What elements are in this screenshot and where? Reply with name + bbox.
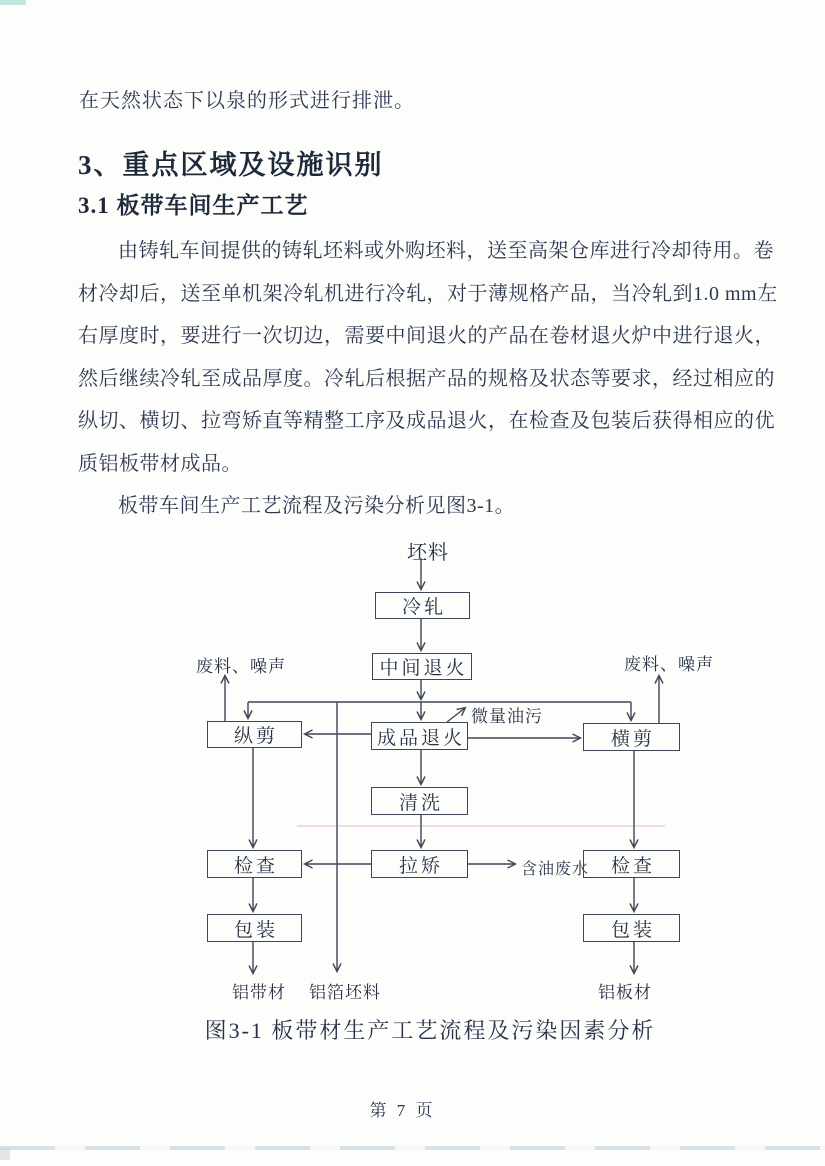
section-heading: 3、重点区域及设施识别 [78,150,384,180]
waste-noise-label-right: 废料、噪声 [624,655,714,674]
page-number: 第 7 页 [369,1101,436,1120]
figure-caption: 图3-1 板带材生产工艺流程及污染因素分析 [204,1018,656,1043]
waste-noise-label-left: 废料、噪声 [196,657,286,676]
aluminum-plate-label: 铝板材 [598,983,652,1002]
node-intermediate-annealing: 中间退火 [372,653,472,680]
scan-artifact-bottom-left [0,1148,10,1160]
scan-artifact-bottom-band [0,1146,825,1150]
intro-line: 在天然状态下以泉的形式进行排泄。 [79,90,415,112]
paragraph-line: 质铝板带材成品。 [78,452,242,475]
flow-input-label: 坯料 [407,542,449,564]
oily-wastewater-label: 含油废水 [521,861,590,878]
subsection-heading: 3.1 板带车间生产工艺 [78,193,309,218]
node-inspection-left: 检查 [207,850,302,878]
trace-oil-label: 微量油污 [471,707,543,726]
node-tension-leveling: 拉矫 [371,850,468,878]
body-paragraph [78,230,778,528]
process-flowchart [0,530,825,1010]
node-packing-right: 包装 [583,914,680,942]
foil-stock-label: 铝箔坯料 [309,983,381,1002]
figure-intro-line: 板带车间生产工艺流程及污染分析见图3-1。 [118,495,516,517]
node-packing-left: 包装 [207,914,302,942]
node-cross-shearing: 横剪 [583,723,680,751]
paragraph-line: 由铸轧车间提供的铸轧坯料或外购坯料，送至高架仓库进行冷却待用。卷 [118,240,774,262]
paragraph-line: 材冷却后，送至单机架冷轧机进行冷轧，对于薄规格产品，当冷轧到1.0 mm左 [78,282,778,305]
paragraph-line: 纵切、横切、拉弯矫直等精整工序及成品退火，在检查及包装后获得相应的优 [78,410,775,432]
paragraph-line: 右厚度时，要进行一次切边，需要中间退火的产品在卷材退火炉中进行退火， [78,325,775,347]
node-cleaning: 清洗 [371,787,468,815]
aluminum-strip-label: 铝带材 [232,983,286,1002]
node-inspection-right: 检查 [583,850,680,878]
node-cold-rolling: 冷轧 [375,592,470,619]
node-final-annealing: 成品退火 [371,722,468,750]
node-slitting: 纵剪 [207,721,302,748]
scan-artifact-corner [0,0,26,5]
paragraph-line: 然后继续冷轧至成品厚度。冷轧后根据产品的规格及状态等要求，经过相应的 [78,367,775,390]
